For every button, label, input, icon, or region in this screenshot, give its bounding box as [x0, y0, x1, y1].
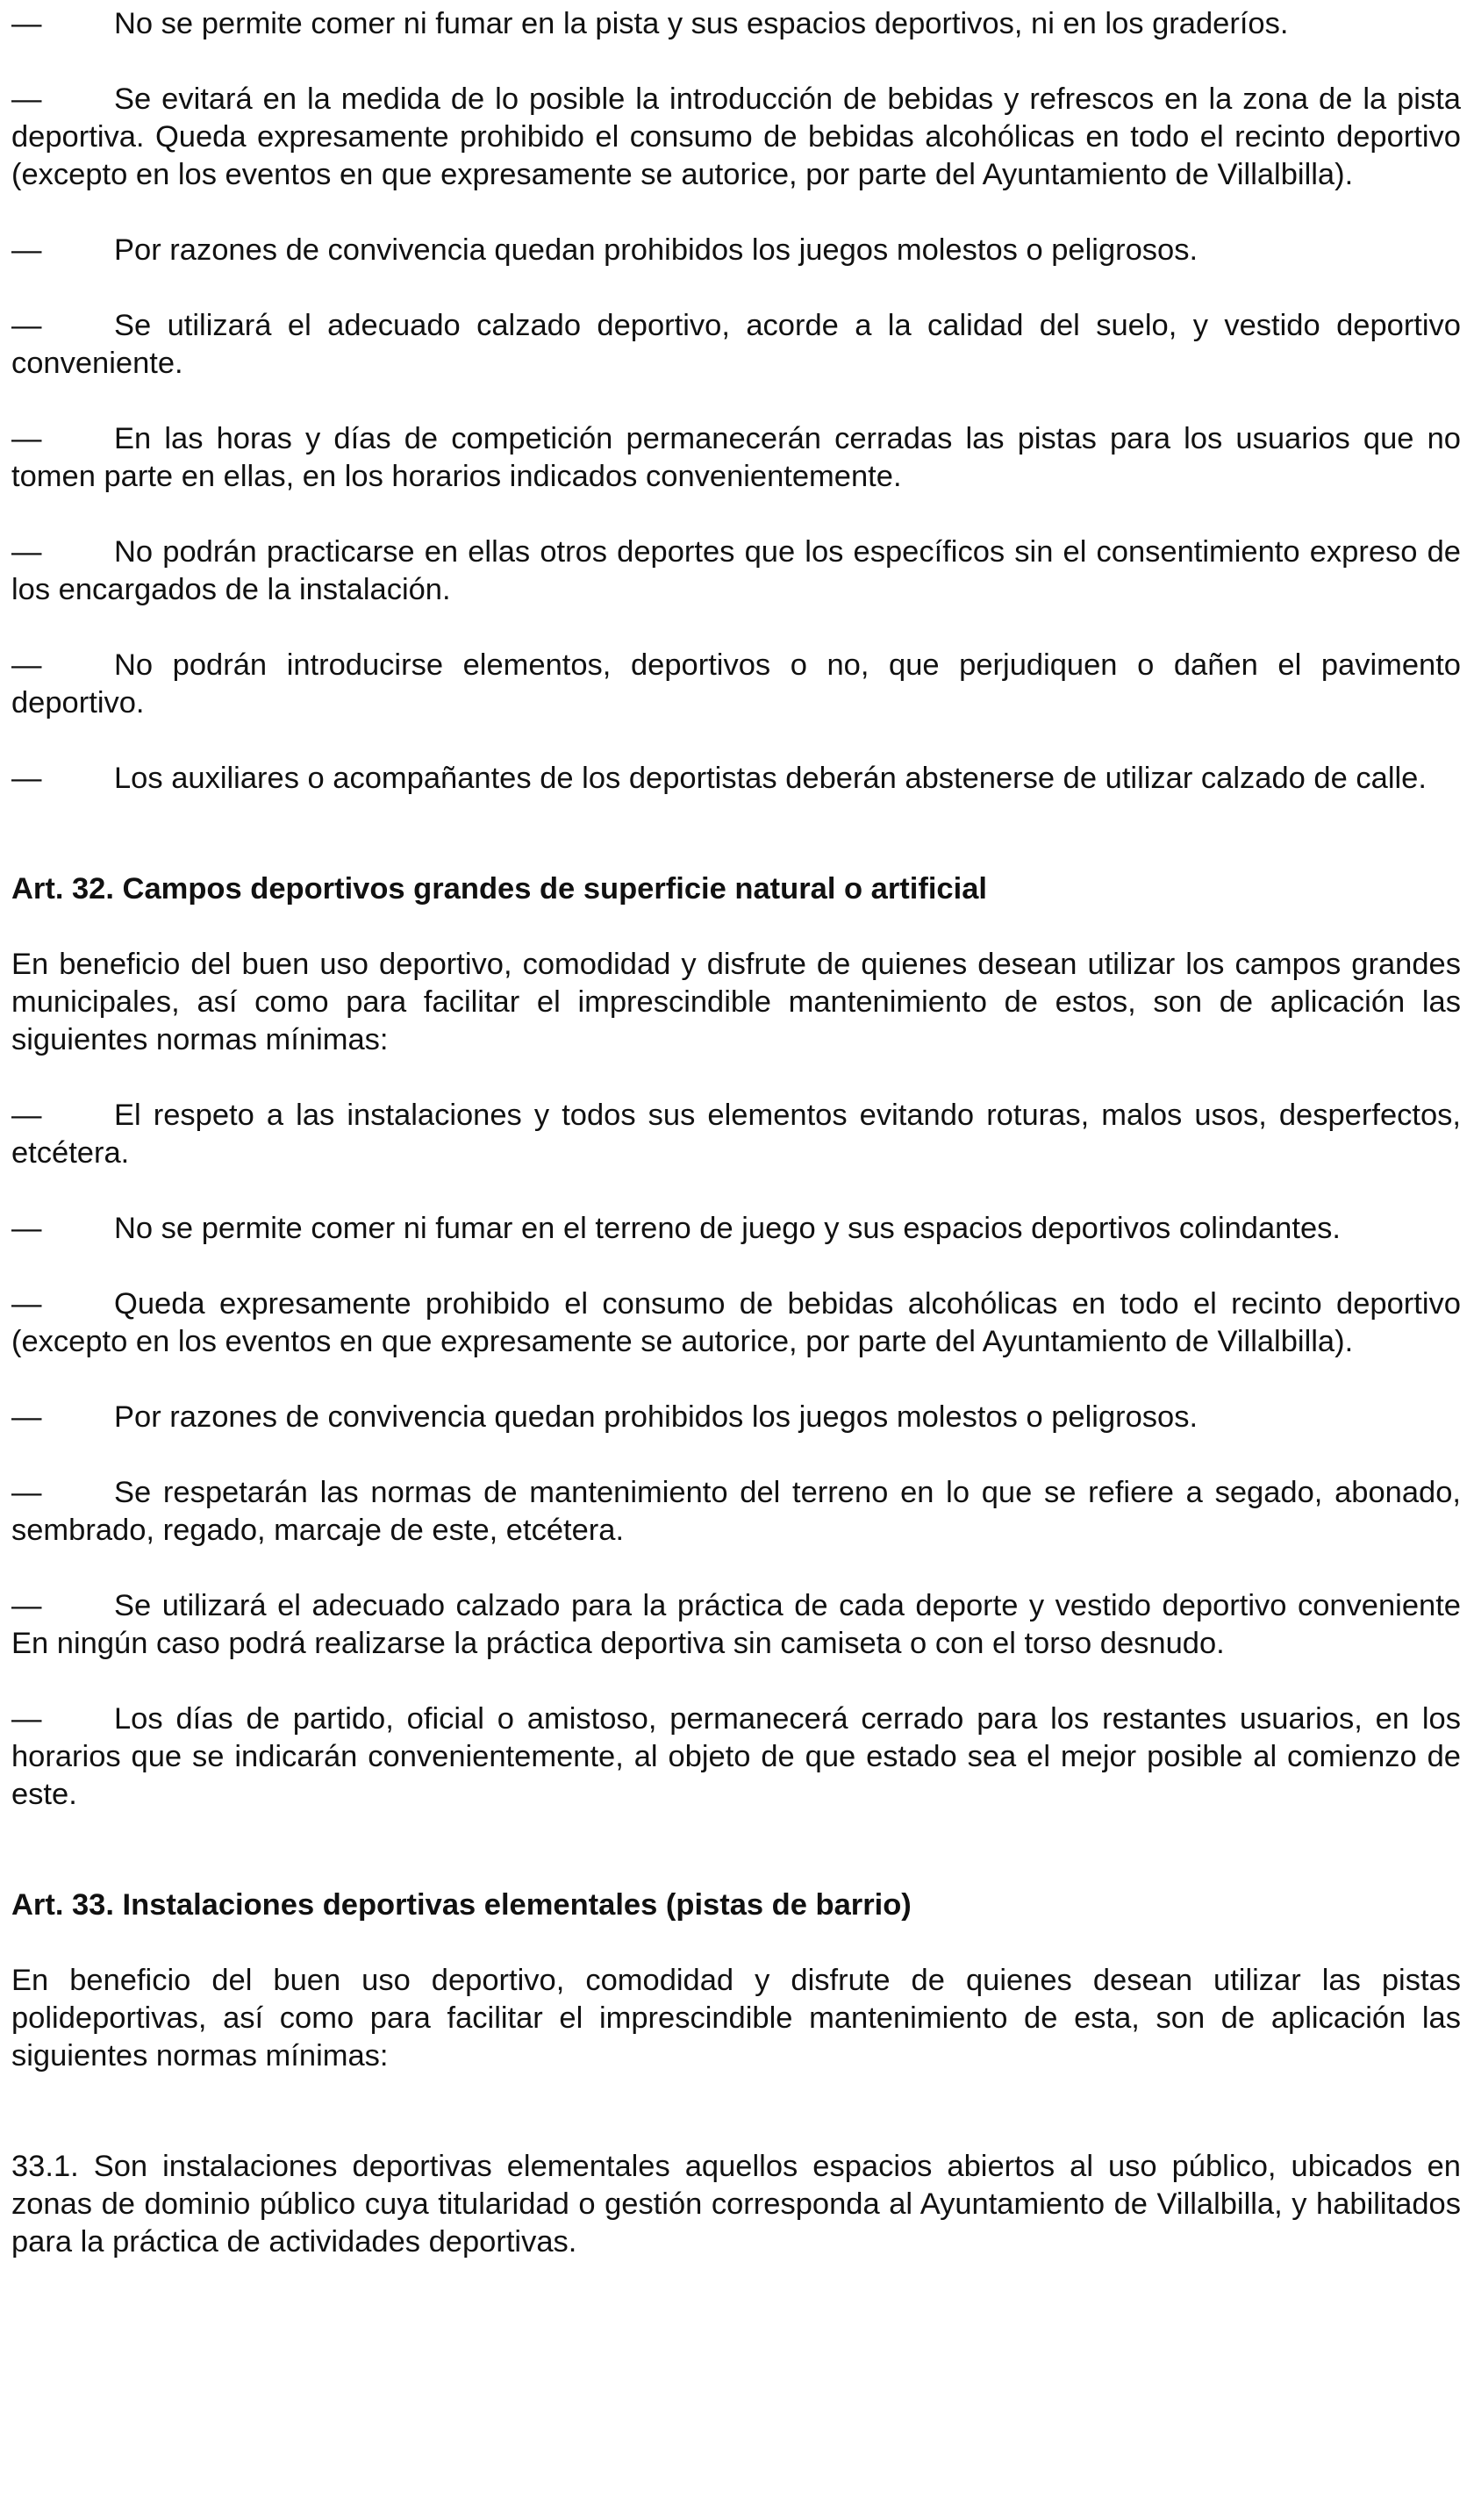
- article-33-heading: Art. 33. Instalaciones deportivas elementales (pistas de barrio): [11, 1888, 912, 1922]
- item-text: No podrán introducirse elementos, deportivos o no, que perjudiquen o dañen el pavimento deportivo.: [11, 648, 1461, 719]
- list-item: [11, 1210, 1461, 1248]
- dash: —: [11, 648, 42, 682]
- list-item: [11, 1097, 1461, 1172]
- list-item: [11, 420, 1461, 496]
- dash: —: [11, 7, 42, 40]
- dash: —: [11, 82, 42, 116]
- item-text: No se permite comer ni fumar en el terreno de juego y sus espacios deportivos colindantes.: [114, 1212, 1341, 1245]
- list-item: [11, 1285, 1461, 1361]
- dash: —: [11, 762, 42, 795]
- item-text: Por razones de convivencia quedan prohibidos los juegos molestos o peligrosos.: [114, 233, 1199, 267]
- article-32: [11, 870, 1461, 1814]
- list-item: [11, 1474, 1461, 1550]
- list-item: [11, 533, 1461, 609]
- item-text: Se evitará en la medida de lo posible la introducción de bebidas y refrescos en la zona de la pista deportiva. Queda expresamente prohibido el consumo de bebidas alcohólicas en todo el recinto deportivo (excepto en los eventos en que expresamente se autorice, por parte del Ayuntamiento de Villalbilla).: [11, 82, 1461, 191]
- spacer: [11, 2113, 1461, 2148]
- item-text: Los días de partido, oficial o amistoso, permanecerá cerrado para los restantes usuarios, en los horarios que se indicarán convenientemente, al objeto de que estado sea el mejor posible al comienzo de este.: [11, 1702, 1461, 1811]
- dash: —: [11, 1589, 42, 1622]
- dash: —: [11, 535, 42, 569]
- dash: —: [11, 1400, 42, 1434]
- article-32-intro: En beneficio del buen uso deportivo, comodidad y disfrute de quienes desean utilizar los campos grandes municipales, así como para facilitar el imprescindible mantenimiento de estos, son de aplicación las siguientes normas mínimas:: [11, 948, 1461, 1056]
- spacer: [11, 1851, 1461, 1886]
- item-text: No podrán practicarse en ellas otros deportes que los específicos sin el consentimiento expreso de los encargados de la instalación.: [11, 535, 1461, 606]
- document-page: [11, 5, 1461, 2299]
- list-item: [11, 81, 1461, 194]
- article-33-intro: En beneficio del buen uso deportivo, comodidad y disfrute de quienes desean utilizar las pistas polideportivas, así como para facilitar el imprescindible mantenimiento de esta, son de aplicación las siguientes normas mínimas:: [11, 1964, 1461, 2073]
- item-text: No se permite comer ni fumar en la pista y sus espacios deportivos, ni en los graderíos.: [114, 7, 1289, 40]
- dash: —: [11, 422, 42, 455]
- list-item: [11, 1399, 1461, 1436]
- item-text: Se respetarán las normas de mantenimiento del terreno en lo que se refiere a segado, abonado, sembrado, regado, marcaje de este, etcétera.: [11, 1476, 1461, 1547]
- list-item: [11, 647, 1461, 722]
- dash: —: [11, 1476, 42, 1509]
- item-text: Queda expresamente prohibido el consumo de bebidas alcohólicas en todo el recinto deportivo (excepto en los eventos en que expresamente se autorice, por parte del Ayuntamiento de Villalbilla).: [11, 1287, 1461, 1358]
- item-text: En las horas y días de competición permanecerán cerradas las pistas para los usuarios que no tomen parte en ellas, en los horarios indicados convenientemente.: [11, 422, 1461, 493]
- spacer: [11, 835, 1461, 870]
- dash: —: [11, 309, 42, 342]
- item-text: Los auxiliares o acompañantes de los deportistas deberán abstenerse de utilizar calzado de calle.: [114, 762, 1427, 795]
- list-item: [11, 1587, 1461, 1663]
- dash: —: [11, 1212, 42, 1245]
- dash: —: [11, 1287, 42, 1321]
- rules-list-pistas: [11, 5, 1461, 798]
- item-text: Se utilizará el adecuado calzado deportivo, acorde a la calidad del suelo, y vestido deportivo conveniente.: [11, 309, 1461, 380]
- article-32-heading: Art. 32. Campos deportivos grandes de superficie natural o artificial: [11, 872, 987, 906]
- item-text: El respeto a las instalaciones y todos sus elementos evitando roturas, malos usos, desperfectos, etcétera.: [11, 1099, 1461, 1170]
- item-text: Por razones de convivencia quedan prohibidos los juegos molestos o peligrosos.: [114, 1400, 1199, 1434]
- article-33: [11, 1886, 1461, 2261]
- list-item: [11, 760, 1461, 798]
- article-33-paragraph-1: 33.1. Son instalaciones deportivas elementales aquellos espacios abiertos al uso público, ubicados en zonas de dominio público cuya titularidad o gestión corresponda al Ayuntamiento de Villalbilla, y habilitados para la práctica de actividades deportivas.: [11, 2150, 1461, 2259]
- item-text: Se utilizará el adecuado calzado para la práctica de cada deporte y vestido deportivo conveniente En ningún caso podrá realizarse la práctica deportiva sin camiseta o con el torso desnudo.: [11, 1589, 1461, 1660]
- dash: —: [11, 1702, 42, 1736]
- dash: —: [11, 1099, 42, 1132]
- list-item: [11, 307, 1461, 383]
- list-item: [11, 232, 1461, 269]
- dash: —: [11, 233, 42, 267]
- list-item: [11, 1700, 1461, 1814]
- list-item: [11, 5, 1461, 43]
